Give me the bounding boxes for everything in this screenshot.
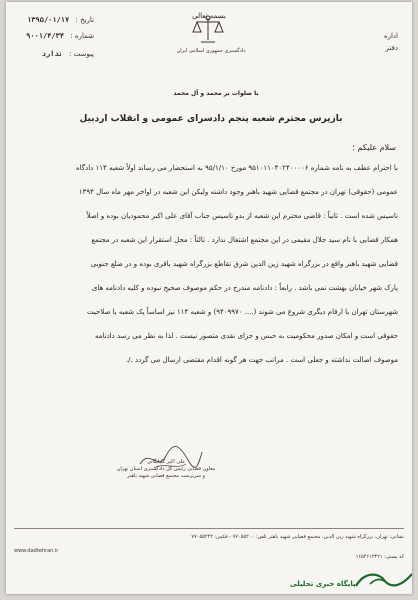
desk-label: دفتر bbox=[385, 44, 398, 52]
date-label: تاریخ : bbox=[75, 16, 94, 24]
office-label: اداره bbox=[383, 32, 398, 40]
attachment-row bbox=[42, 50, 94, 58]
signature-block bbox=[106, 459, 226, 480]
org-name: دادگستری جمهوری اسلامی ایران bbox=[176, 48, 246, 54]
date-value: ۱۳۹۵/۰۱/۱۷ bbox=[27, 16, 70, 24]
body-line: همکار قضایی با نام سید جلال مقیمی در این مجتمع اشتغال ندارد . ثالثاً : محل استقرار این شعبه در مجتمع bbox=[91, 236, 398, 244]
watermark bbox=[286, 568, 412, 590]
attachment-label: پیوست : bbox=[69, 50, 94, 58]
attachment-value: ندارد bbox=[41, 50, 63, 58]
number-label: شماره : bbox=[70, 32, 94, 40]
footer-website: www.dadtehran.ir bbox=[14, 548, 59, 554]
body-line: حقوقی است و امکان صدور محکومیت به حبس و جزای نقدی متصور نیست . لذا به نظر می رسد دادنامه bbox=[94, 332, 398, 340]
date-row bbox=[27, 16, 94, 24]
body-line: موصوف اصالت نداشته و جعلی است . مراتب جهت هر گونه اقدام مقتضی ارسال می گردد ./. bbox=[125, 356, 398, 364]
letter-page bbox=[6, 2, 412, 594]
body-line: تاسیس شده است . ثانیاً : قاضی محترم این شعبه از بدو تاسیس جناب آقای علی اکبر محمودیان بوده و اصلاً bbox=[86, 212, 398, 220]
footer-divider bbox=[14, 528, 404, 529]
number-value: ۹۰۰۱/۴/۳۴ bbox=[26, 32, 65, 40]
emblem-icon bbox=[191, 14, 225, 46]
recipient-heading: بازپرس محترم شعبه پنجم دادسرای عمومی و انقلاب اردبیل bbox=[79, 114, 343, 124]
watermark-text: پایگاه خبری تحلیلی bbox=[290, 580, 356, 588]
greeting: سلام علیکم ؛ bbox=[352, 143, 396, 152]
body-line: پارک شهر خیابان بهشت نمی باشد . رابعاً : دادنامه مندرج در حکم موصوف صحیح نبوده و کلیه دادنامه های bbox=[91, 284, 398, 292]
body-line: عمومی (حقوقی) تهران در مجتمع قضایی شهید باهنر وجود داشته ولیکن این شعبه در اواخر مهر ماه سال ۱۳۹۴ bbox=[78, 188, 398, 196]
basmala: بسمه تعالی bbox=[192, 12, 226, 20]
body-line: شهرستان تهران با ارقام دیگری شروع می شوند (.... ۹۴۰۹۹۷۰) و شعبه ۱۱۴ نیز اساساً یک شعبه با صلاحیت bbox=[86, 308, 398, 316]
body-line: قضایی شهید باهنر واقع در بزرگراه شهید زین الدین شرق تقاطع بزرگراه شهید باقری بوده و در ضلع جنوبی bbox=[90, 260, 398, 268]
body-line: با احترام عطف به نامه شماره ۹۵۱۰۱۱۰۴۰۲۴۰۰۰۰۶ مورخ ۹۵/۱/۱۰ به استحضار می رساند اولاً شعبه ۱۱۴ دادگاه bbox=[75, 164, 398, 172]
footer-address: نشانی: تهران، بزرگراه شهید زین الدین، مجتمع قضایی شهید باهنر تلفن: ۷۷۰۵۵۲۰۰ - فکس: ۷۷۰۵۵۲۴۴ bbox=[191, 534, 404, 540]
number-row bbox=[26, 32, 94, 40]
signer-title-2: و سرپرست مجتمع قضایی شهید باهنر bbox=[127, 473, 205, 479]
footer-postal: کد پستی: ۱۶۵۴۶۱۳۴۲۱ bbox=[355, 554, 404, 560]
salawat: با صلوات بر محمد و آل محمد bbox=[173, 90, 259, 97]
signer-title-1: معاون قضایی رئیس کل دادگستری استان تهران bbox=[116, 466, 216, 472]
signer-name: علی اکبر گلپایگانی bbox=[146, 459, 186, 465]
